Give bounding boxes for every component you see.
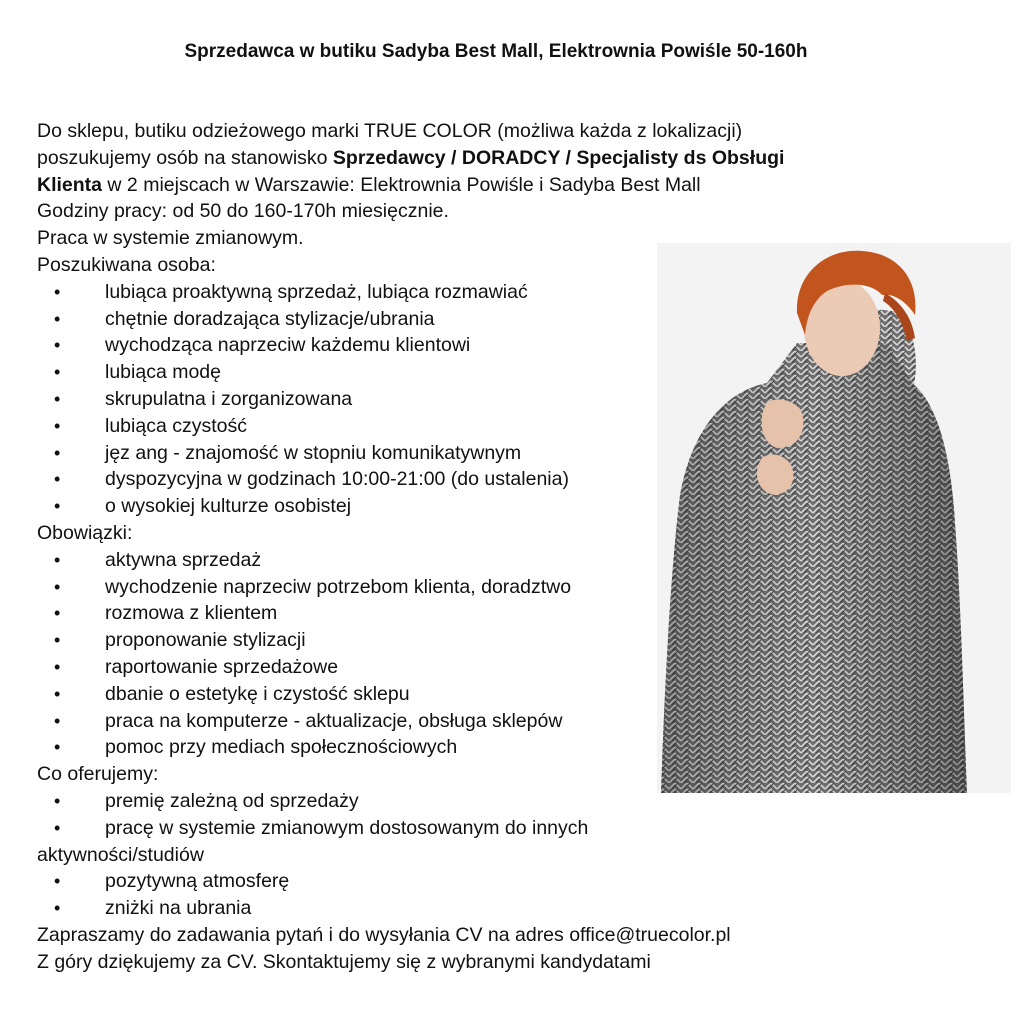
list-item: • skrupulatna i zorganizowana <box>37 386 937 413</box>
list-item: • lubiąca modę <box>37 359 937 386</box>
list-item: • proponowanie stylizacji <box>37 627 937 654</box>
list-item: • lubiąca proaktywną sprzedaż, lubiąca rozmawiać <box>37 279 937 306</box>
locations-text: w 2 miejscach w Warszawie: Elektrownia Powiśle i Sadyba Best Mall <box>102 173 701 196</box>
closing-thanks: Z góry dziękujemy za CV. Skontaktujemy się z wybranymi kandydatami <box>37 950 651 973</box>
shift-info: Praca w systemie zmianowym. <box>37 227 304 250</box>
page-title: Sprzedawca w butiku Sadyba Best Mall, Elektrownia Powiśle 50-160h <box>184 41 808 62</box>
list-item: • premię zależną od sprzedaży <box>37 788 937 815</box>
list-item: • wychodząca naprzeciw każdemu klientowi <box>37 332 937 359</box>
offer-list-cont <box>37 868 937 922</box>
offer-list <box>37 788 937 842</box>
intro-line-1: Do sklepu, butiku odzieżowego marki TRUE COLOR (możliwa każda z lokalizacji) <box>37 120 743 142</box>
position-title-cont: Klienta <box>37 173 103 196</box>
intro-line-3 <box>37 172 937 199</box>
list-item: • chętnie doradzająca stylizacje/ubrania <box>37 306 937 333</box>
list-item: • pomoc przy mediach społecznościowych <box>37 734 937 761</box>
offer-heading: Co oferujemy: <box>37 763 159 786</box>
offer-item-continuation: aktywności/studiów <box>37 843 204 866</box>
list-item: • rozmowa z klientem <box>37 600 937 627</box>
list-item: • pozytywną atmosferę <box>37 868 937 895</box>
list-item: • lubiąca czystość <box>37 413 937 440</box>
list-item: • raportowanie sprzedażowe <box>37 654 937 681</box>
list-item: • praca na komputerze - aktualizacje, obsługa sklepów <box>37 708 937 735</box>
profile-heading: Poszukiwana osoba: <box>37 253 216 276</box>
list-item: • zniżki na ubrania <box>37 895 937 922</box>
closing-contact: Zapraszamy do zadawania pytań i do wysyłania CV na adres office@truecolor.pl <box>37 923 731 946</box>
intro-line-2-text: poszukujemy osób na stanowisko <box>37 146 333 169</box>
duties-heading: Obowiązki: <box>37 521 133 544</box>
list-item: • aktywna sprzedaż <box>37 547 937 574</box>
list-item: • dbanie o estetykę i czystość sklepu <box>37 681 937 708</box>
list-item: • dyspozycyjna w godzinach 10:00-21:00 (do ustalenia) <box>37 466 937 493</box>
intro-line-2 <box>37 145 937 172</box>
list-item: • o wysokiej kulturze osobistej <box>37 493 937 520</box>
list-item: • pracę w systemie zmianowym dostosowanym do innych <box>37 815 937 842</box>
model-photo <box>657 243 1011 793</box>
list-item: • wychodzenie naprzeciw potrzebom klienta, doradztwo <box>37 574 937 601</box>
list-item: • jęz ang - znajomość w stopniu komunikatywnym <box>37 440 937 467</box>
position-title: Sprzedawcy / DORADCY / Specjalisty ds Obsługi <box>332 146 785 169</box>
working-hours: Godziny pracy: od 50 do 160-170h miesięcznie. <box>37 200 449 223</box>
